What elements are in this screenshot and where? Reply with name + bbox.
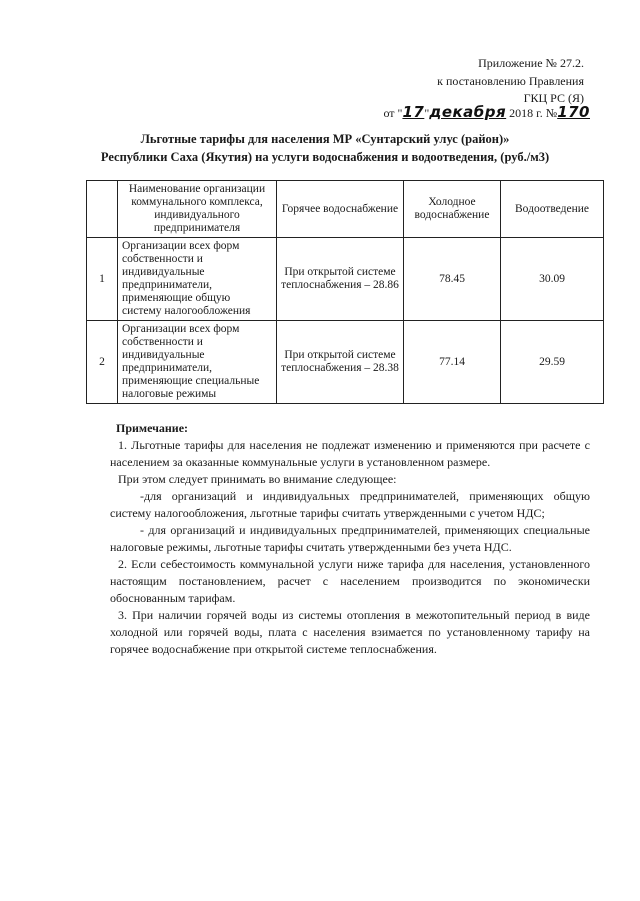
date-year: 2018 г. № bbox=[506, 106, 558, 120]
organization-cell: Организации всех форм собственности и индивидуальные предприниматели, применяющие общую систему налогообложения bbox=[118, 238, 277, 321]
issuing-authority: ГКЦ РС (Я) bbox=[523, 91, 584, 105]
hot-water-cell: При открытой системе теплоснабжения – 28.38 bbox=[277, 321, 404, 404]
header-drainage: Водоотведение bbox=[501, 181, 604, 238]
note-special-tax: - для организаций и индивидуальных предпринимателей, применяющих специальные налоговые режимы, льготные тарифы считать утвержденными без учета НДС. bbox=[110, 523, 590, 554]
cold-water-cell: 78.45 bbox=[404, 238, 501, 321]
note-2: 2. Если себестоимость коммунальной услуги ниже тарифа для населения, установленного настоящим постановлением, расчет с населением производится по экономически обоснованным тарифам. bbox=[110, 557, 590, 605]
notes-title: Примечание: bbox=[116, 421, 189, 435]
appendix-number: Приложение № 27.2. bbox=[478, 56, 584, 70]
note-intro: При этом следует принимать во внимание следующее: bbox=[118, 472, 397, 486]
hot-water-cell: При открытой системе теплоснабжения – 28.86 bbox=[277, 238, 404, 321]
notes-section bbox=[110, 420, 590, 658]
cold-water-cell: 77.14 bbox=[404, 321, 501, 404]
date-prefix: от " bbox=[383, 106, 403, 120]
note-3: 3. При наличии горячей воды из системы отопления в межотопительный период в виде холодной или горячей воды, плата с населения взимается по установленному тарифу на горячее водоснабжение при открытой системе теплоснабжения. bbox=[110, 608, 590, 656]
header-hot-water: Горячее водоснабжение bbox=[277, 181, 404, 238]
document-title-line-1: Льготные тарифы для населения МР «Сунтарский улус (район)» bbox=[140, 132, 510, 146]
table-row bbox=[87, 238, 604, 321]
handwritten-month: декабря bbox=[429, 103, 507, 121]
tariff-table bbox=[86, 180, 604, 404]
table-header-row bbox=[87, 181, 604, 238]
organization-cell: Организации всех форм собственности и индивидуальные предприниматели, применяющие специальные налоговые режимы bbox=[118, 321, 277, 404]
header-organization: Наименование организации коммунального комплекса, индивидуального предпринимателя bbox=[118, 181, 277, 238]
handwritten-number: 170 bbox=[557, 103, 590, 121]
header-cold-water: Холодное водоснабжение bbox=[404, 181, 501, 238]
drainage-cell: 30.09 bbox=[501, 238, 604, 321]
document-title-line-2: Республики Саха (Якутия) на услуги водоснабжения и водоотведения, (руб./м3) bbox=[100, 150, 550, 164]
table-row bbox=[87, 321, 604, 404]
drainage-cell: 29.59 bbox=[501, 321, 604, 404]
header-number bbox=[87, 181, 118, 238]
row-number: 2 bbox=[87, 321, 118, 404]
handwritten-day: 17 bbox=[402, 103, 425, 121]
resolution-reference: к постановлению Правления bbox=[437, 74, 584, 88]
row-number: 1 bbox=[87, 238, 118, 321]
date-quote: " bbox=[424, 106, 430, 120]
resolution-date-line bbox=[383, 103, 590, 122]
note-1: 1. Льготные тарифы для населения не подлежат изменению и применяются при расчете с населением за оказанные коммунальные услуги в установленном размере. bbox=[110, 438, 590, 469]
note-general-tax: -для организаций и индивидуальных предпринимателей, применяющих общую систему налогообложения, льготные тарифы считать утвержденными с учетом НДС; bbox=[110, 489, 590, 520]
